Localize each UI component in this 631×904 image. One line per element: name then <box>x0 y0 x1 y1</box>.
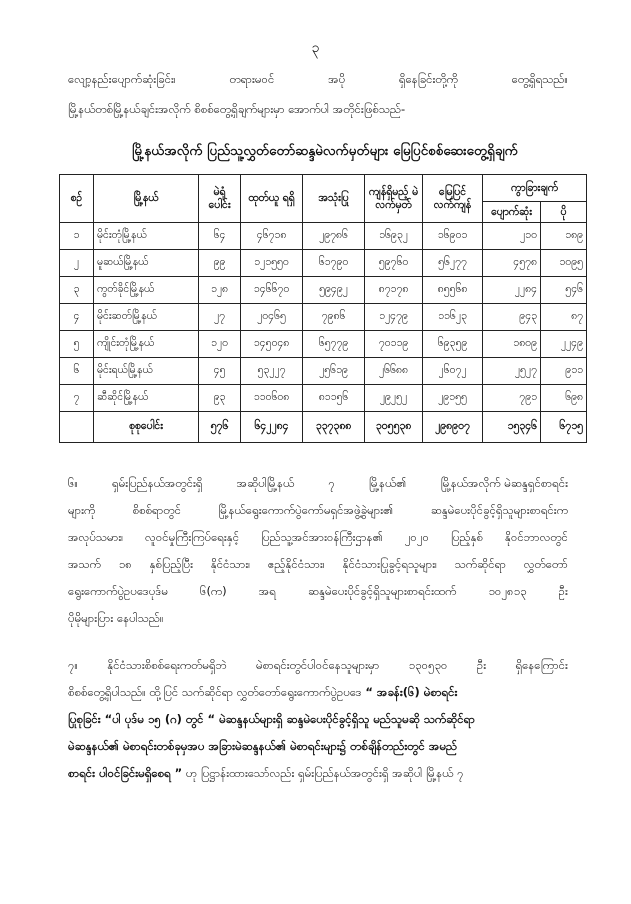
page-number: ၃ <box>311 40 320 56</box>
table-row: ၅ ကျိုင်းတုံမြို့နယ် ၁၂၀ ၁၄၅၀၄၈ ၆၅၇၇၉ ၇၀၁၁၉ ၆၉၃၅၉ ၁၈၀၉ ၂၂၄၉ <box>60 331 587 358</box>
para7-line-3: ပြုစုခြင်း “ပါ ပုဒ်မ ၁၅ (ဂ) တွင် “ မဲဆန္ဒနယ်များရှိ ဆန္ဒမဲပေးပိုင်ခွင့်ရှိသူ မည်သူမဆို သက်ဆိုင်ရာ <box>68 712 476 726</box>
header-difference: ကွာခြားချက် <box>483 175 587 202</box>
para7-line-1: ၇။ နိုင်ငံသားစိစစ်ရေးကတ်မရှိဘဲ မဲစာရင်းတွင်ပါဝင်နေသူများမှာ ၁၃၀၅၃၀ ဦး ရှိနေကြောင်း <box>68 658 568 672</box>
intro-line-1: လျော့နည်းပျောက်ဆုံးခြင်း၊ တရားမဝင် အပို ရှိနေခြင်းတို့ကို တွေ့ရှိရသည်။ <box>68 72 568 86</box>
table-title: မြို့နယ်အလိုက် ပြည်သူ့လွှတ်တော်ဆန္ဒမဲလက်မှတ်များ မြေပြင်စစ်ဆေးတွေ့ရှိချက် <box>132 143 518 159</box>
para7-line-5: စာရင်း ပါဝင်ခြင်းမရှိစေရ ” ဟု ပြဋ္ဌာန်းထားသော်လည်း ရှမ်းပြည်နယ်အတွင်းရှိ အဆိုပါ မြို့နယ် ၇ <box>68 766 464 780</box>
header-lost: ပျောက်ဆုံး <box>483 202 541 223</box>
para7-line-4: မဲဆန္ဒနယ်၏ မဲစာရင်းတစ်ခုမှအပ အခြားမဲဆန္ဒနယ်၏ မဲစာရင်းများ၌ တစ်ချိန်တည်းတွင် အမည် <box>68 739 458 753</box>
header-township: မြို့နယ် <box>94 175 199 223</box>
para6-line-2: များကို စိစစ်ရာတွင် မြို့နယ်ရွေးကောက်ပွဲကော်မရှင်အဖွဲ့ခွဲများ၏ ဆန္ဒမဲပေးပိုင်ခွင့်ရှိသူများစာရင်းက <box>68 503 568 517</box>
header-excess: ပို <box>541 202 587 223</box>
table-total-row: စုစုပေါင်း ၅၇၆ ၆၄၂၂၈၄ ၃၃၇၃၈၈ ၃၀၅၅၃၈ ၂၉၈၉၀၇ ၁၅၃၄၆ ၆၇၁၅ <box>60 412 587 443</box>
header-used: အသုံးပြု <box>303 175 365 223</box>
vote-table <box>59 174 587 443</box>
table-row: ၇ ဆီဆိုင်မြို့နယ် ၉၃ ၁၁၀၆၀၈ ၈၁၁၅၆ ၂၉၂၅၂ ၂၉၁၅၅ ၇၉၁ ၆၉၈ <box>60 385 587 412</box>
header-field-remaining: မြေပြင် လက်ကျန် <box>423 175 483 223</box>
header-no: စဉ် <box>60 175 94 223</box>
header-issued: ထုတ်ယူ ရရှိ <box>241 175 303 223</box>
header-total-votes: မဲရုံ ပေါင်း <box>199 175 241 223</box>
table-row: ၄ မိုင်းဆတ်မြို့နယ် ၂၇ ၂၀၄၆၅ ၇၉၈၆ ၁၂၄၇၉ ၁၁၆၂၃ ၉၄၃ ၈၇ <box>60 304 587 331</box>
para6-line-4: အသက် ၁၈ နှစ်ပြည့်ပြီး နိုင်ငံသား၊ ဧည့်နိုင်ငံသား၊ နိုင်ငံသားပြုခွင့်ရသူများ၊ သက်ဆိုင်ရာ လွှတ်တော် <box>68 557 568 571</box>
table-row: ၆ မိုင်းရယ်မြို့နယ် ၄၅ ၅၃၂၂၇ ၂၅၆၁၉ ၂၆၆၈၈ ၂၆၀၇၂ ၂၅၂၇ ၉၁၁ <box>60 358 587 385</box>
para6-line-3: အလုပ်သမား၊ လူဝင်မှုကြီးကြပ်ရေးနှင့် ပြည်သူ့အင်အားဝန်ကြီးဌာန၏ ၂၀၂၀ ပြည့်နှစ် နိုဝင်ဘာလတွင် <box>68 530 568 544</box>
paragraph-7 <box>68 652 568 787</box>
para6-line-6: ပိုမိုများပြား နေပါသည်။ <box>68 611 164 625</box>
table-row: ၂ မူဆယ်မြို့နယ် ၉၉ ၁၂၁၅၅၀ ၆၁၇၉၀ ၅၉၇၆၀ ၅၆၂၇၇ ၄၅၇၈ ၁၀၉၅ <box>60 250 587 277</box>
table-row: ၃ ကွတ်ခိုင်မြို့နယ် ၁၂၈ ၁၄၆၆၇၀ ၅၉၄၉၂ ၈၇၁၇၈ ၈၅၅၆၈ ၂၂၈၄ ၅၄၆ <box>60 277 587 304</box>
para7-line-2: စိစစ်တွေ့ရှိပါသည်။ ထို့ပြင် သက်ဆိုင်ရာ လွှတ်တော်ရွေးကောက်ပွဲဥပဒေ “ အခန်း(၆) မဲစာရင်း <box>68 685 458 699</box>
paragraph-6 <box>68 470 568 632</box>
para6-line-1: ၆။ ရှမ်းပြည်နယ်အတွင်းရှိ အဆိုပါမြို့နယ် ၇ မြို့နယ်၏ မြို့နယ်အလိုက် မဲဆန္ဒရှင်စာရင်း <box>68 476 568 490</box>
total-label: စုစုပေါင်း <box>94 412 199 443</box>
header-remaining: ကျန်ရှိမည့် မဲလက်မှတ် <box>365 175 423 223</box>
table-header-row <box>60 175 587 202</box>
intro-line-2: မြို့နယ်တစ်မြို့နယ်ချင်းအလိုက် စိစစ်တွေ့ရှိချက်များမှာ အောက်ပါ အတိုင်းဖြစ်သည်- <box>68 102 406 116</box>
para6-line-5: ရွေးကောက်ပွဲဥပဒေပုဒ်မ ၆(က) အရ ဆန္ဒမဲပေးပိုင်ခွင့်ရှိသူများစာရင်းထက် ၁၀၂၈၁၃ ဦး <box>68 584 568 598</box>
table-row: ၁ မိုင်းတုံမြို့နယ် ၆၄ ၄၆၇၁၈ ၂၉၇၈၆ ၁၆၉၃၂ ၁၆၉၀၁ ၂၁၀ ၁၈၉ <box>60 223 587 250</box>
